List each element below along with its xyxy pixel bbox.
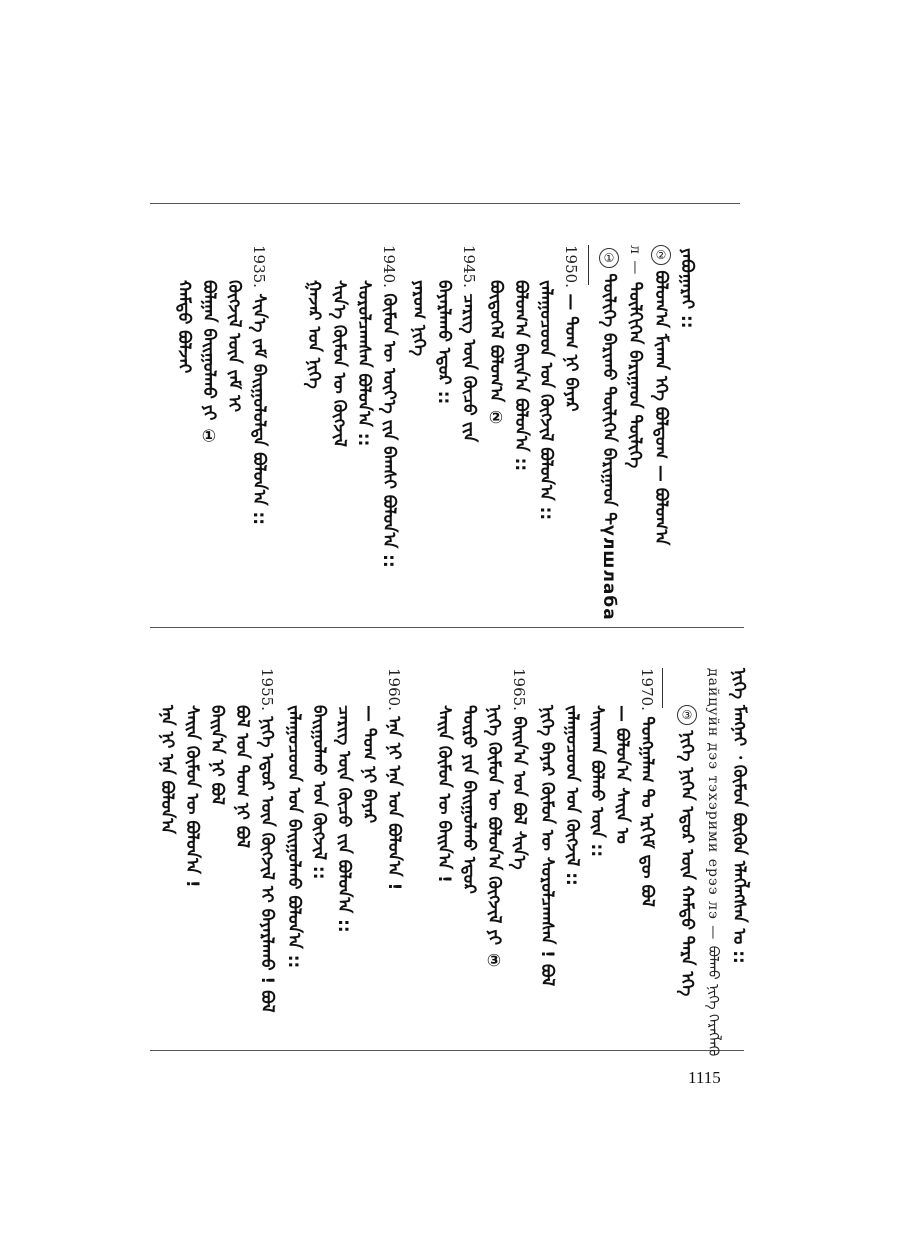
entry-1955-line-2: ᠪᠣᠯ ᠤᠨ ᠲᠣᠭ ᠨᠢ ᠪᠣᠯ xyxy=(232,705,252,849)
entry-1935-line-1: 1935. ᠰᠢᠨ᠎ᠡ ᠵᠠᠮ ᠪᠠᠢᠭᠤᠯᠤᠯᠲᠠ ᠪᠣᠯᠤᠨ᠎ᠠ :: xyxy=(249,245,269,526)
page-number: 1115 xyxy=(688,1068,721,1087)
entry-1965-line-1: 1965. ᠪᠠᠢᠨ᠎ᠠ ᠤᠨ ᠪᠣᠯ ᠰᠢᠨ᠎ᠡ xyxy=(509,668,529,870)
top-footnote-3: ① ᠲᠦᠯᠢᠭᠡ ᠪᠠᠷᠢᠬᠤ ᠲᠦᠯᠢᠭᠡᠨ ᠪᠠᠷᠢᠭᠠᠳ ᠲүлшлаба xyxy=(598,248,620,621)
entry-1960-line-4: ᠪᠠᠢᠭᠤᠯᠬᠤ ᠤᠨ ᠬᠥᠭᠵᠢᠯ :: xyxy=(309,705,329,880)
entry-1950-line-4: ᠪᠦᠲᠦᠭᠡᠯ ᠪᠣᠯᠤᠭ᠎ᠠ ② xyxy=(486,280,506,429)
entry-1950-line-1: 1950. — ᠲᠣᠭ ᠨᠢ ᠪᠠᠶᠠᠷ xyxy=(561,245,581,412)
entry-1950-line-3: ᠪᠣᠯᠤᠭ᠎ᠠ ᠪᠠᠢᠨ᠎ᠠ ᠪᠣᠯᠤᠨ᠎ᠠ :: xyxy=(511,280,531,472)
top-first-line: ᠶᠠᠪᠤᠭᠠᠷᠠᠢ :: xyxy=(677,248,697,329)
bottom-rule xyxy=(150,1050,744,1051)
entry-1965-line-2: ᠨᠢᠭᠡ ᠬᠦᠮᠦᠨ ᠦ ᠪᠣᠯᠤᠨ᠎ᠠ ᠬᠥᠭᠵᠢᠯ ᠶᠢ ③ xyxy=(484,705,504,971)
bottom-first-line: ᠨᠢᠭᠡ ᠮᠠᠩᠨᠠᠢ ᠂ ᠬᠦᠮᠦᠨ ᠪᠦᠬᠦᠨ ᠡᠯᠡᠭᠯᠡᠭᠰᠡᠨ ᠤ :: xyxy=(729,668,749,964)
entry-1960-line-2: — ᠲᠣᠭ ᠨᠢ ᠪᠠᠶᠠᠷ xyxy=(359,705,379,824)
entry-1935-line-2: ᠬᠥᠭᠵᠢᠯ ᠦᠨ ᠵᠠᠮ ᠢ xyxy=(224,280,244,413)
entry-1935-line-4: ᠬᠠᠮᠲᠤ ᠪᠣᠯᠵᠠᠢ xyxy=(174,280,194,374)
top-footnote-1: ② ᠪᠣᠯᠤᠭ᠎ᠠ ᠮᠢᠬᠠᠨ ᠡᠬᠡ ᠪᠣᠯᠳᠤᠭ — ᠪᠣᠯᠤᠭ᠎ᠠ xyxy=(650,245,672,545)
entry-1960-line-5: ᠵᠠᠯᠠᠭᠤᠴᠤᠳ ᠤᠨ ᠪᠠᠢᠭᠤᠯᠬᠤ ᠪᠣᠯᠤᠨ᠎ᠠ :: xyxy=(284,705,304,969)
top-rule xyxy=(150,203,740,204)
entry-1935-line-3: ᠪᠣᠯᠭᠠᠨ ᠪᠠᠢᠭᠤᠯᠬᠤ ᠶᠢ ① xyxy=(199,280,219,447)
entry-1970-line-4: ᠵᠠᠯᠠᠭᠤᠴᠤᠳ ᠤᠨ ᠬᠥᠭᠵᠢᠯ :: xyxy=(562,705,582,886)
entry-1940-line-4: ᠭᠠᠵᠠᠷ ᠤᠨ ᠨᠢᠭᠡ xyxy=(304,280,324,389)
bottom-footnote-2: дайцуйн дээ тэхэрими ерээ лэ — ᠪᠣᠯᠬᠤ ᠨᠢᠭᠡ ᠬᠡᠷᠡᠭᠯᠡᠬᠦ xyxy=(705,668,721,1057)
entry-1940-line-1: 1940. ᠬᠦᠮᠦᠨ ᠦ ᠦᠶ᠎ᠡ ᠵᠢᠨ ᠪᠠᠭᠰᠢ ᠪᠣᠯᠤᠨ᠎ᠠ :: xyxy=(379,245,399,568)
bottom-footnote-separator xyxy=(662,668,663,708)
entry-1960-line-3: ᠴᠡᠷᠢᠭ ᠦᠨ ᠬᠦᠴᠦ ᠵᠢᠨ ᠪᠣᠯᠤᠨ᠎ᠠ :: xyxy=(334,705,354,933)
entry-1970-line-3: ᠰᠠᠢᠬᠠᠨ ᠪᠣᠯᠬᠤ ᠦᠨ :: xyxy=(587,705,607,858)
entry-1945-line-2: ᠪᠠᠶᠠᠷᠯᠠᠬᠤ ᠡᠳᠦᠷ :: xyxy=(434,280,454,405)
entry-1955-line-3: ᠪᠠᠢᠨ᠎ᠠ ᠨᠢ ᠪᠣᠯ xyxy=(207,705,227,805)
entry-1965-line-3: ᠲᠦᠷᠦ ᠶᠢᠨ ᠪᠠᠢᠭᠤᠯᠬᠤ ᠡᠳᠦᠷ xyxy=(459,705,479,894)
entry-1955-line-4: ᠰᠠᠢᠨ ᠬᠦᠮᠦᠨ ᠦ ᠪᠣᠯᠤᠨ᠎ᠠ ! xyxy=(182,705,202,888)
entry-1955-line-1: 1955. ᠨᠢᠭᠡ ᠡᠳᠦᠷ ᠦᠨ ᠬᠥᠭᠵᠢᠯ ᠢ ᠪᠠᠶᠠᠷᠯᠠᠬᠤ ! ᠪᠣᠯ xyxy=(257,668,277,1013)
entry-1970-line-5: ᠨᠢᠭᠡ ᠪᠠᠶᠠᠷ ᠬᠦᠮᠦᠨ ᠦ ᠰᠤᠷᠤᠯᠴᠠᠭᠰᠠᠨ ! ᠪᠣᠯ xyxy=(537,705,557,987)
entry-1940-line-2: ᠰᠤᠷᠤᠯᠴᠠᠭᠰᠠᠨ ᠪᠣᠯᠤᠨ᠎ᠠ :: xyxy=(354,280,374,447)
top-footnote-2: л — ᠲᠦᠯᠬᠢᠭᠡᠨ ᠪᠠᠷᠢᠭᠠᠳ ᠲᠦᠯᠢᠭᠡ xyxy=(625,245,645,469)
entry-1965-line-4: ᠰᠠᠢᠨ ᠬᠦᠮᠦᠨ ᠦ ᠪᠠᠢᠨ᠎ᠠ ! xyxy=(434,705,454,883)
entry-1960-line-1: 1960. ᠡᠨᠡ ᠨᠢ ᠡᠨᠡ ᠤᠨ ᠪᠣᠯᠤᠨ᠎ᠠ ! xyxy=(384,668,404,891)
entry-1945-line-3: ᠶᠠᠷᠤᠭ ᠨᠢᠭᠡ xyxy=(409,280,429,357)
top-footnote-separator xyxy=(588,245,589,285)
entry-1970-line-1: 1970. ᠲᠤᠩᠭᠠᠯᠠᠭ ᠲᠤ ᠡᠷᠬᠢᠮ ᠳᠦ ᠪᠣᠯ xyxy=(637,668,657,907)
entry-1950-line-2: ᠵᠠᠯᠠᠭᠤᠴᠤᠳ ᠤᠨ ᠬᠥᠭᠵᠢᠯ ᠪᠣᠯᠤᠨ᠎ᠠ :: xyxy=(536,280,556,521)
bottom-footnote-1: ③ ᠨᠢᠭᠡ ᠨᠢᠭᠡᠨ ᠡᠳᠦᠷ ᠦᠨ ᠬᠠᠮᠲᠤ ᠲᠡᠷᠡ ᠡᠬᠡ xyxy=(676,705,698,996)
entry-1940-line-3: ᠰᠢᠨ᠎ᠡ ᠬᠦᠮᠦᠨ ᠦ ᠬᠥᠭᠵᠢᠯ xyxy=(329,280,349,447)
entry-1970-line-2: — ᠪᠣᠯᠤᠨ᠎ᠠ ᠰᠠᠢᠨ ᠤ xyxy=(612,705,632,844)
middle-rule xyxy=(150,627,744,628)
entry-1955-line-5: ᠡᠨᠡ ᠨᠢ ᠡᠨᠡ ᠪᠣᠯᠤᠨ᠎ᠠ xyxy=(157,705,177,835)
entry-1945-line-1: 1945. ᠴᠡᠷᠢᠭ ᠦᠨ ᠬᠦᠴᠦ ᠵᠢᠨ xyxy=(459,245,479,443)
